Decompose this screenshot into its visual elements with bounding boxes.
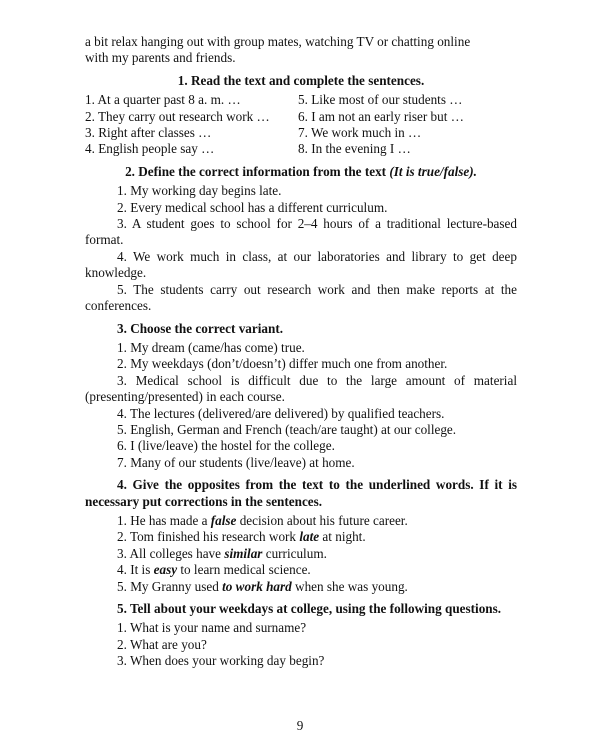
ex3-item-4: 4. The lectures (delivered/are delivered) by qualified teachers. — [117, 405, 445, 421]
exercise-3-title: 3. Choose the correct variant. — [117, 320, 284, 336]
ex4-item-4-post: to learn medical science. — [177, 562, 311, 578]
exercise-4-title: 4. Give the opposites from the text to the underlined words. If it is necessary put corrections in the sentences. — [85, 477, 517, 509]
ex2-item-5: 5. The students carry out research work and then make reports at the conferences. — [85, 281, 517, 314]
exercise-2-title-italic: (It is true/false). — [389, 163, 477, 179]
ex1-item-7: 7. We work much in … — [298, 125, 422, 141]
ex4-item-1-word: false — [210, 512, 237, 528]
ex5-item-1: 1. What is your name and surname? — [117, 620, 307, 636]
intro-line-2: with my parents and friends. — [85, 50, 236, 66]
ex4-item-3-pre: 3. All colleges have — [117, 545, 225, 561]
exercise-1-title: 1. Read the text and complete the sentences. — [177, 72, 425, 88]
ex4-item-1-post: decision about his future career. — [236, 512, 408, 528]
ex3-item-2: 2. My weekdays (don’t/doesn’t) differ much one from another. — [117, 356, 448, 372]
ex2-item-4: 4. We work much in class, at our laboratories and library to get deep knowledge. — [85, 248, 517, 281]
ex1-item-6: 6. I am not an early riser but … — [298, 108, 464, 124]
ex4-item-3-post: curriculum. — [262, 545, 327, 561]
ex4-item-3-word: similar — [224, 545, 263, 561]
ex1-item-4: 4. English people say … — [85, 141, 215, 157]
exercise-5-title: 5. Tell about your weekdays at college, using the following questions. — [117, 601, 502, 616]
ex4-item-5 — [85, 579, 517, 595]
ex4-item-1-pre: 1. He has made a — [117, 512, 211, 528]
ex2-item-3: 3. A student goes to school for 2–4 hours of a traditional lecture-based format. — [85, 216, 517, 248]
ex1-item-8: 8. In the evening I … — [298, 141, 411, 157]
intro-line-1: a bit relax hanging out with group mates, watching TV or chatting online — [85, 34, 471, 49]
ex3-item-5: 5. English, German and French (teach/are taught) at our college. — [117, 421, 457, 437]
ex3-item-7: 7. Many of our students (live/leave) at home. — [117, 454, 355, 470]
ex1-item-3: 3. Right after classes … — [85, 125, 212, 141]
ex4-item-2-pre: 2. Tom finished his research work — [117, 529, 300, 545]
ex3-item-6: 6. I (live/leave) the hostel for the college. — [117, 438, 335, 454]
ex4-item-1 — [85, 513, 517, 529]
exercise-2-title-text: 2. Define the correct information from the text — [125, 163, 390, 179]
page-content — [85, 34, 517, 670]
ex2-item-1: 1. My working day begins late. — [117, 183, 282, 199]
ex1-item-5: 5. Like most of our students … — [298, 92, 463, 108]
exercise-2-title — [85, 164, 517, 180]
ex4-item-2-post: at night. — [319, 529, 366, 545]
ex4-item-5-post: when she was young. — [291, 578, 408, 594]
ex4-item-5-pre: 5. My Granny used — [117, 578, 223, 594]
ex5-item-2: 2. What are you? — [117, 636, 207, 652]
ex1-item-2: 2. They carry out research work … — [85, 108, 270, 124]
ex4-item-4-word: easy — [153, 562, 178, 578]
ex5-item-3: 3. When does your working day begin? — [117, 653, 325, 669]
ex3-item-3: 3. Medical school is difficult due to the large amount of material (presenting/presented) in each course. — [85, 372, 517, 405]
ex1-item-1: 1. At a quarter past 8 a. m. … — [85, 92, 241, 108]
ex4-item-4 — [85, 562, 517, 578]
ex4-item-4-pre: 4. It is — [117, 562, 154, 578]
ex3-item-1: 1. My dream (came/has come) true. — [117, 339, 305, 355]
ex4-item-5-word: to work hard — [222, 578, 292, 594]
ex2-item-2: 2. Every medical school has a different curriculum. — [117, 199, 388, 215]
ex4-item-2 — [85, 529, 517, 545]
exercise-1-sentences — [85, 92, 517, 158]
ex4-item-3 — [85, 546, 517, 562]
page-number: 9 — [296, 718, 304, 733]
ex4-item-2-word: late — [299, 529, 320, 545]
